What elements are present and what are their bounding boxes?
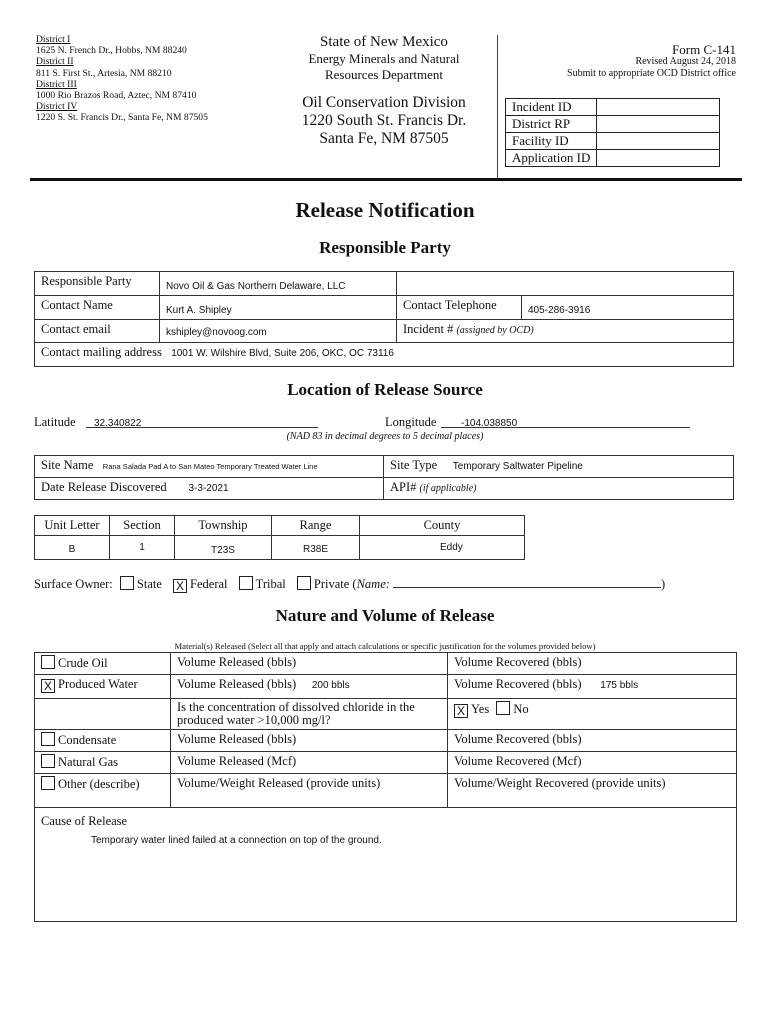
contact-email-value[interactable]: kshipley@novoog.com: [166, 327, 267, 338]
surface-owner-label: Surface Owner:: [34, 577, 113, 591]
header-rule: [30, 178, 742, 181]
produced-water-label: Produced Water: [58, 677, 138, 691]
contact-name-value[interactable]: Kurt A. Shipley: [166, 305, 232, 316]
site-type-value[interactable]: Temporary Saltwater Pipeline: [452, 461, 583, 472]
facility-id-field[interactable]: [597, 133, 720, 150]
longitude-field[interactable]: [441, 413, 690, 428]
private-name-label: Name:: [356, 577, 390, 591]
natural-gas-label: Natural Gas: [58, 755, 119, 769]
materials-table: [34, 652, 737, 922]
produced-water-released-value[interactable]: 200 bbls: [311, 680, 350, 691]
mailing-address-value[interactable]: 1001 W. Wilshire Blvd, Suite 206, OKC, OC 73116: [171, 348, 394, 359]
other-released-label: Volume/Weight Released (provide units): [171, 774, 448, 808]
api-label: API#: [390, 480, 417, 494]
contact-name-label: Contact Name: [35, 296, 160, 320]
private-name-close: ): [661, 577, 666, 591]
checkbox-chloride-yes[interactable]: X: [454, 704, 468, 718]
form-number: Form C-141: [672, 42, 736, 57]
incident-id-field[interactable]: [597, 99, 720, 116]
nad-note: (NAD 83 in decimal degrees to 5 decimal places): [286, 431, 484, 442]
district-1-address: 1625 N. French Dr., Hobbs, NM 88240: [36, 45, 187, 57]
checkbox-produced-water[interactable]: X: [41, 679, 55, 693]
district-1-name: District I: [36, 34, 71, 45]
division-block: [292, 94, 476, 148]
produced-water-recovered-value[interactable]: 175 bbls: [600, 680, 639, 691]
site-type-label: Site Type: [390, 458, 438, 472]
id-label: Application ID: [506, 150, 597, 167]
district-4-address: 1220 S. St. Francis Dr., Santa Fe, NM 87505: [36, 112, 208, 124]
mailing-address-label: Contact mailing address: [41, 345, 162, 359]
natural-gas-recovered-label: Volume Recovered (Mcf): [448, 752, 737, 774]
date-discovered-label: Date Release Discovered: [41, 480, 167, 494]
application-id-field[interactable]: [597, 150, 720, 167]
checkbox-chloride-no[interactable]: [496, 701, 510, 715]
contact-phone-value[interactable]: 405-286-3916: [528, 305, 591, 316]
checkbox-condensate[interactable]: [41, 732, 55, 746]
chloride-yes-label: Yes: [471, 702, 490, 716]
checkbox-private[interactable]: [297, 576, 311, 590]
party-label: Responsible Party: [35, 272, 160, 296]
api-note: (if applicable): [419, 483, 477, 494]
id-table: [505, 98, 720, 167]
contact-phone-label: Contact Telephone: [397, 296, 522, 320]
division-address-1: 1220 South St. Francis Dr.: [301, 112, 467, 129]
id-label: Incident ID: [506, 99, 597, 116]
section-title-location: Location of Release Source: [287, 380, 483, 399]
latitude-field[interactable]: [86, 413, 318, 428]
division-address-2: Santa Fe, NM 87505: [319, 130, 449, 147]
division-name: Oil Conservation Division: [302, 94, 466, 111]
district-addresses: [36, 34, 208, 124]
chloride-no-label: No: [513, 702, 529, 716]
unit-header: Unit Letter: [35, 516, 110, 536]
condensate-recovered-label: Volume Recovered (bbls): [448, 730, 737, 752]
unit-header: Township: [175, 516, 272, 536]
county-value[interactable]: Eddy: [440, 542, 463, 553]
date-discovered-value[interactable]: 3-3-2021: [188, 483, 229, 494]
checkbox-federal[interactable]: X: [173, 579, 187, 593]
unit-letter-value[interactable]: B: [68, 544, 76, 555]
cause-of-release-label: Cause of Release: [41, 814, 128, 828]
other-label: Other (describe): [58, 777, 140, 791]
owner-state-label: State: [136, 577, 162, 591]
section-title-nature: Nature and Volume of Release: [275, 606, 495, 625]
submit-note: Submit to appropriate OCD District office: [567, 68, 736, 79]
unit-header: County: [360, 516, 525, 536]
condensate-released-label: Volume Released (bbls): [171, 730, 448, 752]
id-label: Facility ID: [506, 133, 597, 150]
cause-of-release-value[interactable]: Temporary water lined failed at a connection on top of the ground.: [91, 835, 382, 846]
department-line-1: Energy Minerals and Natural: [308, 50, 460, 66]
unit-header: Range: [272, 516, 360, 536]
crude-oil-label: Crude Oil: [58, 656, 108, 670]
district-3-name: District III: [36, 78, 77, 90]
incident-number-label: Incident #: [403, 322, 454, 336]
site-table: [34, 455, 734, 500]
id-label: District RP: [506, 116, 597, 133]
section-value[interactable]: 1: [139, 542, 145, 553]
checkbox-crude-oil[interactable]: [41, 655, 55, 669]
revision-block: [540, 56, 736, 80]
surface-owner-row: [34, 576, 665, 593]
private-name-field[interactable]: [393, 576, 661, 588]
section-title-responsible: Responsible Party: [319, 238, 451, 257]
responsible-party-table: [34, 271, 734, 367]
range-value[interactable]: R38E: [302, 544, 328, 555]
incident-number-note: (assigned by OCD): [456, 325, 534, 336]
contact-email-label: Contact email: [35, 320, 160, 343]
produced-water-recovered-label: Volume Recovered (bbls): [454, 677, 582, 691]
produced-water-released-label: Volume Released (bbls): [177, 677, 297, 691]
party-value[interactable]: Novo Oil & Gas Northern Delaware, LLC: [166, 281, 346, 292]
department-line-2: Resources Department: [324, 67, 444, 82]
township-value[interactable]: T23S: [211, 545, 235, 556]
other-recovered-label: Volume/Weight Recovered (provide units): [448, 774, 737, 808]
checkbox-tribal[interactable]: [239, 576, 253, 590]
latitude-label: Latitude: [34, 415, 76, 429]
latitude-value: 32.340822: [94, 418, 142, 429]
site-name-value[interactable]: Rana Salada Pad A to San Mateo Temporary Treated Water Line: [102, 462, 318, 471]
form-title: Release Notification: [295, 198, 475, 222]
unit-table: [34, 515, 525, 560]
natural-gas-released-label: Volume Released (Mcf): [171, 752, 448, 774]
revised-date: Revised August 24, 2018: [635, 56, 736, 67]
district-2-name: District II: [36, 56, 74, 68]
district-rp-field[interactable]: [597, 116, 720, 133]
longitude-label: Longitude: [385, 415, 437, 429]
header-divider: [497, 35, 498, 180]
site-name-label: Site Name: [41, 458, 94, 472]
chloride-question: Is the concentration of dissolved chloride in the produced water >10,000 mg/l?: [171, 699, 448, 730]
state-block: [296, 34, 472, 84]
condensate-label: Condensate: [58, 733, 117, 747]
state-name: State of New Mexico: [320, 34, 448, 50]
unit-header: Section: [110, 516, 175, 536]
checkbox-state[interactable]: [120, 576, 134, 590]
owner-federal-label: Federal: [190, 577, 228, 591]
district-4-name: District IV: [36, 101, 78, 113]
checkbox-other[interactable]: [41, 776, 55, 790]
longitude-value: -104.038850: [461, 418, 518, 429]
district-2-address: 811 S. First St., Artesia, NM 88210: [36, 67, 172, 79]
owner-private-label: Private (: [313, 577, 357, 591]
crude-oil-released-label: Volume Released (bbls): [171, 653, 448, 675]
owner-tribal-label: Tribal: [255, 577, 286, 591]
district-3-address: 1000 Rio Brazos Road, Aztec, NM 87410: [36, 90, 197, 102]
crude-oil-recovered-label: Volume Recovered (bbls): [448, 653, 737, 675]
materials-note: Material(s) Released (Select all that apply and attach calculations or specific justification for the volumes provided below): [174, 641, 596, 651]
checkbox-natural-gas[interactable]: [41, 754, 55, 768]
